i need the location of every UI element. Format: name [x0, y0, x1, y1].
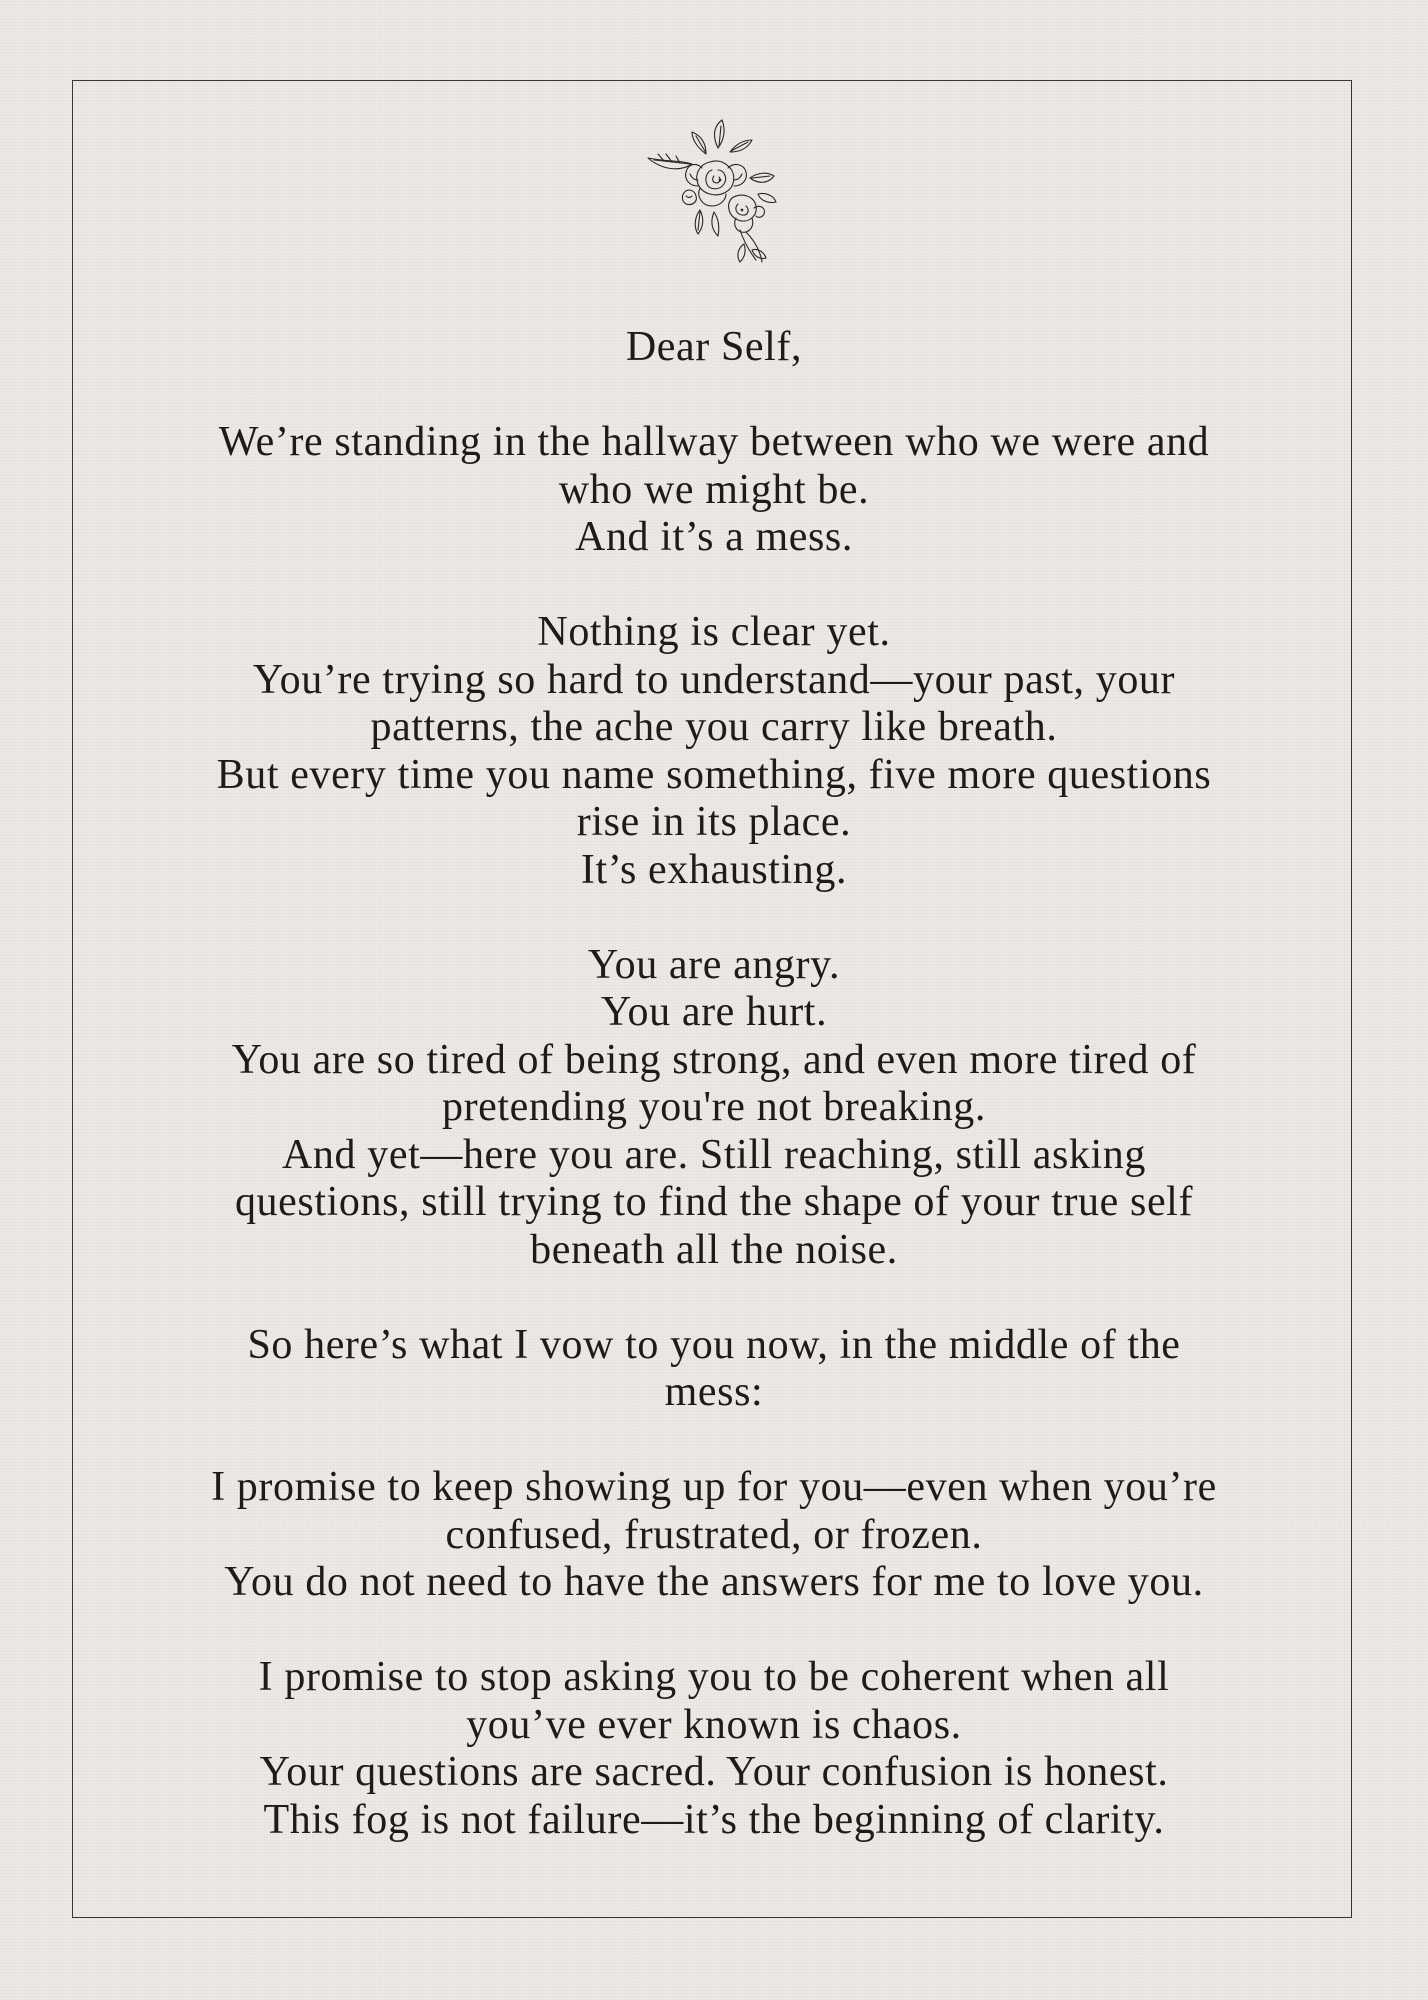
letter-line: confused, frustrated, or frozen. — [445, 1511, 983, 1558]
letter-line: We’re standing in the hallway between who we were and — [218, 419, 1210, 465]
letter-line: questions, still trying to find the shape of your true self — [234, 1179, 1194, 1225]
letter-line: You are so tired of being strong, and even more tired of — [231, 1036, 1197, 1083]
letter-line: I promise to keep showing up for you—even when you’re — [211, 1464, 1217, 1510]
letter-line: Nothing is clear yet. — [537, 609, 891, 655]
letter-line: Your questions are sacred. Your confusion is honest. — [259, 1749, 1169, 1795]
letter-line: So here’s what I vow to you now, in the middle of the — [247, 1321, 1181, 1368]
letter-body — [130, 324, 1298, 1844]
letter-line: pretending you're not breaking. — [441, 1084, 986, 1130]
letter-line: mess: — [664, 1369, 764, 1415]
letter-line: who we might be. — [558, 466, 870, 513]
letter-line: rise in its place. — [576, 799, 852, 845]
letter-line: beneath all the noise. — [530, 1226, 898, 1273]
letter-line: You are hurt. — [600, 989, 828, 1035]
flower-bouquet-icon — [640, 118, 790, 278]
letter-line: And it’s a mess. — [575, 514, 853, 560]
letter-line: But every time you name something, five more questions — [216, 751, 1212, 798]
salutation: Dear Self, — [625, 324, 803, 370]
letter-line: This fog is not failure—it’s the beginning of clarity. — [263, 1796, 1165, 1843]
letter-line: It’s exhausting. — [580, 846, 848, 893]
letter-line: you’ve ever known is chaos. — [466, 1701, 962, 1748]
letter-line: And yet—here you are. Still reaching, still asking — [282, 1131, 1146, 1178]
letter-line: You do not need to have the answers for me to love you. — [224, 1559, 1204, 1605]
letter-line: patterns, the ache you carry like breath. — [370, 704, 1058, 750]
letter-line: I promise to stop asking you to be coherent when all — [258, 1654, 1170, 1700]
letter-line: You’re trying so hard to understand—your past, your — [252, 656, 1176, 703]
letter-line: You are angry. — [587, 941, 841, 988]
